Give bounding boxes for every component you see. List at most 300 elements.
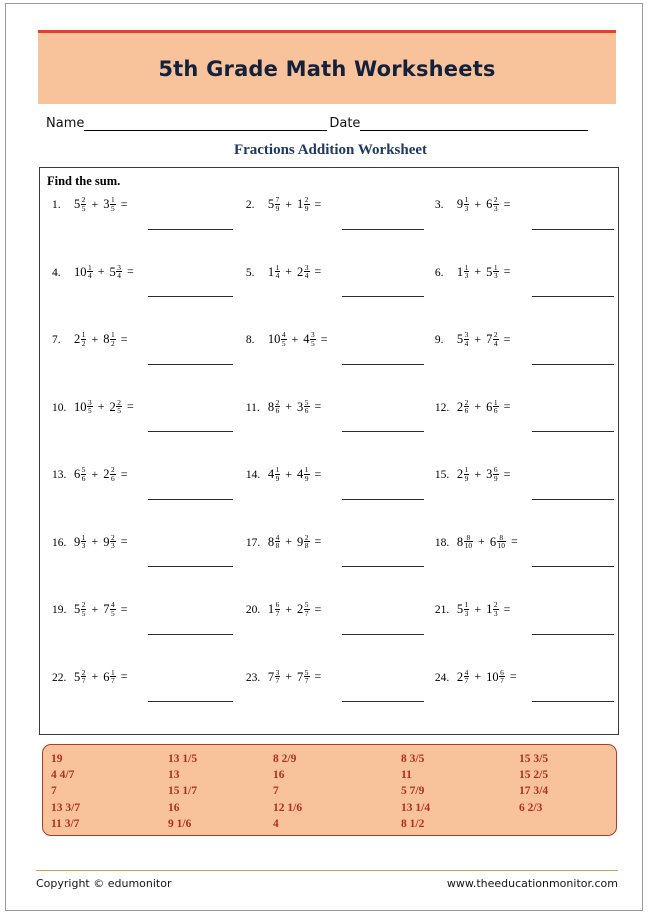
fraction-numerator: 2 — [304, 532, 309, 542]
fraction-denominator: 5 — [311, 338, 315, 348]
second-operand — [297, 196, 309, 213]
whole-part: 2 — [297, 264, 304, 279]
problem-expression — [74, 399, 134, 416]
answer-key-item: 12 1/6 — [273, 801, 303, 814]
fraction-part — [87, 264, 93, 281]
answer-key-item: 13 1/5 — [168, 753, 198, 765]
answer-blank[interactable] — [342, 229, 424, 230]
problem-expression — [457, 399, 510, 416]
whole-part: 8 — [267, 399, 275, 414]
fraction-denominator: 5 — [281, 338, 286, 348]
fraction-denominator: 3 — [493, 608, 498, 618]
second-operand — [297, 669, 309, 686]
first-operand — [268, 196, 280, 213]
whole-part: 10 — [74, 264, 87, 279]
problem-number: 19. — [52, 604, 67, 616]
fraction-numerator: 8 — [499, 532, 504, 542]
equals-sign: = — [509, 669, 517, 684]
fraction-denominator: 7 — [464, 676, 469, 686]
fraction-numerator: 1 — [110, 330, 115, 339]
answer-blank[interactable] — [148, 431, 233, 432]
whole-part: 3 — [297, 399, 304, 414]
fraction-numerator: 1 — [275, 262, 280, 272]
answer-key-item: 5 7/9 — [401, 785, 425, 798]
fraction-numerator: 6 — [500, 667, 504, 677]
second-operand — [103, 466, 115, 483]
equals-sign: = — [314, 196, 322, 211]
problem-expression — [457, 196, 510, 213]
fraction-part — [493, 601, 499, 618]
fraction-part — [81, 196, 87, 213]
problem-expression — [457, 669, 517, 686]
answer-key-item: 13 — [168, 769, 180, 782]
fraction-numerator: 2 — [464, 397, 469, 407]
problem-row — [40, 260, 618, 328]
first-operand — [457, 601, 469, 618]
problem-number: 14. — [245, 469, 261, 481]
answer-blank[interactable] — [148, 634, 233, 635]
fraction-numerator: 4 — [281, 330, 286, 339]
worksheet-subtitle: Fractions Addition Worksheet — [233, 142, 428, 158]
fraction-denominator: 6 — [275, 406, 280, 416]
fraction-denominator: 8 — [304, 541, 309, 551]
answer-blank[interactable] — [342, 431, 424, 432]
fraction-part — [275, 466, 281, 483]
whole-part: 6 — [103, 669, 110, 684]
whole-part: 9 — [74, 534, 81, 549]
first-operand — [268, 399, 280, 416]
problem-row — [40, 395, 618, 463]
fraction-part — [81, 534, 87, 551]
fraction-denominator: 4 — [88, 271, 92, 281]
fraction-denominator: 7 — [275, 676, 280, 686]
website-link[interactable]: www.theeducationmonitor.com — [446, 877, 618, 890]
whole-part: 5 — [74, 669, 81, 684]
fraction-numerator: 5 — [304, 667, 309, 677]
fraction-denominator: 7 — [304, 676, 309, 686]
problem-number: 5. — [245, 266, 255, 279]
answer-key-item: 4 4/7 — [51, 769, 75, 782]
problem-item — [40, 597, 242, 665]
plus-operator: + — [285, 264, 293, 279]
fraction-denominator: 9 — [304, 203, 309, 213]
plus-operator: + — [291, 331, 299, 346]
first-operand — [268, 264, 280, 281]
fraction-part — [275, 399, 281, 416]
answer-key-item: 13 1/4 — [401, 801, 431, 814]
answer-key-item: 19 — [51, 753, 63, 765]
answer-blank[interactable] — [532, 566, 614, 567]
whole-part: 4 — [267, 467, 275, 482]
fraction-denominator: 6 — [81, 473, 86, 483]
fraction-numerator: 2 — [117, 397, 121, 407]
fraction-part — [275, 534, 281, 551]
copyright-text: Copyright © edumonitor — [36, 877, 172, 890]
problem-item — [242, 192, 429, 260]
plus-operator: + — [91, 601, 99, 616]
problem-item — [242, 597, 429, 665]
second-operand — [103, 669, 115, 686]
fraction-denominator: 7 — [304, 608, 309, 618]
fraction-part — [464, 534, 473, 551]
problem-number: 13. — [52, 469, 67, 481]
problem-item — [40, 260, 242, 328]
fraction-part — [464, 196, 470, 213]
fraction-part — [464, 466, 470, 483]
equals-sign: = — [120, 601, 128, 616]
problem-row — [40, 665, 618, 733]
whole-part: 2 — [456, 467, 464, 482]
fraction-numerator: 2 — [275, 397, 280, 407]
first-operand — [74, 669, 86, 686]
fraction-numerator: 2 — [110, 465, 115, 474]
fraction-part — [304, 264, 310, 281]
fraction-numerator: 5 — [304, 397, 309, 407]
problem-number: 17. — [245, 536, 261, 549]
fraction-denominator: 5 — [110, 608, 115, 618]
plus-operator: + — [91, 331, 99, 346]
problem-item — [429, 192, 618, 260]
equals-sign: = — [120, 669, 128, 684]
answer-blank[interactable] — [532, 499, 614, 500]
fraction-denominator: 9 — [275, 203, 280, 213]
fraction-numerator: 3 — [88, 397, 92, 407]
problem-number: 6. — [434, 266, 444, 279]
whole-part: 1 — [297, 197, 304, 212]
problem-row — [40, 462, 618, 530]
answer-blank[interactable] — [532, 229, 614, 230]
problem-expression — [457, 534, 518, 551]
fraction-part — [275, 669, 281, 686]
fraction-numerator: 1 — [493, 262, 498, 272]
fraction-part — [275, 196, 281, 213]
answer-key-columns — [51, 751, 611, 832]
fraction-numerator: 3 — [464, 330, 469, 339]
answer-blank[interactable] — [148, 364, 233, 365]
fraction-denominator: 7 — [81, 676, 86, 686]
fraction-denominator: 7 — [500, 676, 504, 686]
answer-key-item: 17 3/4 — [519, 785, 549, 798]
first-operand — [268, 331, 287, 348]
fraction-denominator: 3 — [464, 271, 469, 281]
answer-blank[interactable] — [148, 499, 233, 500]
fraction-part — [497, 534, 506, 551]
fraction-numerator: 8 — [466, 532, 471, 542]
fraction-denominator: 9 — [493, 473, 498, 483]
answer-key-item: 6 2/3 — [519, 801, 543, 814]
fraction-numerator: 2 — [493, 330, 498, 339]
problem-number: 16. — [52, 536, 67, 549]
equals-sign: = — [503, 601, 511, 616]
whole-part: 8 — [103, 332, 110, 347]
problem-number: 24. — [434, 671, 450, 684]
whole-part: 4 — [297, 467, 304, 482]
plus-operator: + — [285, 669, 293, 684]
whole-part: 5 — [109, 264, 116, 279]
fraction-denominator: 7 — [110, 676, 115, 686]
second-operand — [297, 466, 309, 483]
whole-part: 2 — [74, 332, 81, 347]
fraction-denominator: 6 — [304, 406, 309, 416]
fraction-denominator: 3 — [81, 541, 86, 551]
answer-blank[interactable] — [342, 634, 424, 635]
equals-sign: = — [314, 669, 322, 684]
second-operand — [486, 196, 498, 213]
whole-part: 9 — [297, 534, 304, 549]
answer-blank[interactable] — [148, 229, 233, 230]
first-operand — [74, 466, 86, 483]
whole-part: 10 — [74, 399, 87, 414]
fraction-denominator: 7 — [275, 608, 280, 618]
answer-blank[interactable] — [148, 566, 233, 567]
whole-part: 5 — [74, 602, 81, 617]
problem-item — [429, 530, 618, 598]
fraction-part — [304, 399, 310, 416]
problem-number: 4. — [52, 266, 61, 279]
answer-blank[interactable] — [532, 431, 614, 432]
second-operand — [103, 196, 115, 213]
equals-sign: = — [503, 466, 511, 481]
date-input-line[interactable] — [360, 116, 588, 131]
answer-blank[interactable] — [532, 634, 614, 635]
whole-part: 2 — [456, 669, 464, 684]
fraction-numerator: 2 — [110, 532, 115, 542]
plus-operator: + — [285, 466, 293, 481]
plus-operator: + — [91, 669, 99, 684]
equals-sign: = — [126, 399, 134, 414]
fraction-numerator: 1 — [493, 397, 498, 407]
fraction-numerator: 3 — [117, 262, 121, 272]
equals-sign: = — [314, 399, 322, 414]
second-operand — [103, 601, 115, 618]
answer-blank[interactable] — [148, 296, 233, 297]
answer-key-item: 8 1/2 — [401, 817, 425, 830]
problem-number: 22. — [52, 671, 67, 684]
fraction-denominator: 5 — [81, 608, 86, 618]
first-operand — [457, 669, 469, 686]
date-label: Date — [329, 116, 361, 131]
fraction-part — [281, 331, 287, 348]
fraction-numerator: 2 — [81, 195, 86, 204]
first-operand — [74, 264, 93, 281]
second-operand — [109, 399, 121, 416]
fraction-part — [493, 196, 499, 213]
whole-part: 6 — [486, 399, 493, 414]
fraction-part — [499, 669, 505, 686]
whole-part: 5 — [74, 197, 81, 212]
whole-part: 10 — [267, 332, 281, 347]
problem-number: 21. — [434, 604, 450, 616]
fraction-numerator: 3 — [275, 667, 280, 677]
fraction-numerator: 1 — [464, 195, 469, 204]
second-operand — [103, 331, 115, 348]
fraction-part — [310, 331, 316, 348]
first-operand — [74, 399, 93, 416]
equals-sign: = — [503, 399, 511, 414]
equals-sign: = — [126, 264, 134, 279]
whole-part: 7 — [486, 332, 493, 347]
footer-divider — [36, 870, 618, 871]
plus-operator: + — [285, 534, 293, 549]
problem-row — [40, 597, 618, 665]
second-operand — [109, 264, 121, 281]
fraction-part — [493, 331, 499, 348]
fraction-part — [304, 669, 310, 686]
equals-sign: = — [120, 466, 128, 481]
fraction-denominator: 10 — [464, 541, 473, 551]
fraction-numerator: 2 — [493, 195, 498, 204]
fraction-part — [275, 601, 281, 618]
fraction-numerator: 1 — [81, 532, 86, 542]
fraction-numerator: 3 — [304, 262, 309, 272]
name-label: Name — [46, 116, 85, 131]
problem-expression — [457, 331, 510, 348]
answer-blank[interactable] — [532, 364, 614, 365]
problem-expression — [268, 264, 321, 281]
fraction-part — [493, 399, 499, 416]
answer-key-item: 9 1/6 — [168, 817, 192, 830]
first-operand — [74, 534, 86, 551]
fraction-numerator: 1 — [88, 262, 92, 272]
problem-item — [242, 462, 429, 530]
whole-part: 5 — [486, 264, 493, 279]
answer-blank[interactable] — [342, 499, 424, 500]
answer-blank[interactable] — [148, 701, 233, 702]
answer-key-item: 4 — [273, 817, 279, 830]
problem-number: 23. — [245, 671, 261, 684]
fraction-numerator: 1 — [464, 600, 469, 609]
second-operand — [490, 534, 506, 551]
fraction-numerator: 6 — [493, 465, 498, 474]
name-input-line[interactable] — [84, 116, 327, 131]
problem-expression — [268, 399, 321, 416]
fraction-numerator: 2 — [81, 667, 86, 677]
fraction-part — [275, 264, 281, 281]
fraction-numerator: 1 — [464, 262, 469, 272]
problem-item — [40, 665, 242, 733]
whole-part: 6 — [74, 467, 81, 482]
whole-part: 4 — [303, 332, 310, 347]
problem-row — [40, 530, 618, 598]
whole-part: 1 — [456, 264, 464, 279]
answer-blank[interactable] — [532, 296, 614, 297]
fraction-part — [464, 669, 470, 686]
whole-part: 1 — [486, 602, 493, 617]
plus-operator: + — [285, 399, 293, 414]
plus-operator: + — [91, 196, 99, 211]
equals-sign: = — [120, 196, 128, 211]
equals-sign: = — [120, 331, 128, 346]
whole-part: 8 — [267, 534, 275, 549]
fraction-part — [87, 399, 93, 416]
fraction-part — [304, 466, 310, 483]
problem-expression — [268, 534, 321, 551]
fraction-numerator: 2 — [493, 600, 498, 609]
problem-expression — [268, 466, 321, 483]
problem-expression — [268, 669, 321, 686]
instruction-text: Find the sum. — [47, 174, 121, 188]
first-operand — [457, 196, 469, 213]
fraction-denominator: 6 — [110, 473, 115, 483]
fraction-part — [464, 399, 470, 416]
whole-part: 2 — [456, 399, 464, 414]
whole-part: 5 — [456, 602, 464, 617]
answer-blank[interactable] — [342, 701, 424, 702]
fraction-denominator: 3 — [464, 203, 469, 213]
problem-number: 1. — [52, 199, 61, 211]
second-operand — [486, 399, 498, 416]
whole-part: 3 — [103, 197, 110, 212]
plus-operator: + — [474, 601, 482, 616]
fraction-denominator: 4 — [117, 271, 121, 281]
answer-key-column — [51, 751, 168, 832]
whole-part: 7 — [297, 669, 304, 684]
whole-part: 6 — [489, 534, 497, 549]
problem-item — [242, 530, 429, 598]
answer-blank[interactable] — [342, 296, 424, 297]
whole-part: 3 — [486, 467, 493, 482]
problem-expression — [457, 466, 510, 483]
problem-number: 12. — [434, 401, 450, 414]
answer-key-item: 13 3/7 — [51, 801, 81, 814]
equals-sign: = — [503, 331, 511, 346]
second-operand — [486, 669, 505, 686]
first-operand — [268, 669, 280, 686]
first-operand — [457, 466, 469, 483]
equals-sign: = — [510, 534, 518, 549]
plus-operator: + — [474, 669, 482, 684]
problem-expression — [74, 331, 127, 348]
answer-key-item: 11 — [401, 769, 412, 782]
problem-expression — [457, 264, 510, 281]
equals-sign: = — [320, 331, 328, 346]
fraction-denominator: 4 — [464, 338, 469, 348]
problem-item — [40, 395, 242, 463]
problem-expression — [74, 601, 127, 618]
second-operand — [486, 601, 498, 618]
problem-row — [40, 327, 618, 395]
problem-number: 15. — [434, 469, 450, 481]
answer-blank[interactable] — [342, 566, 424, 567]
problem-expression — [74, 466, 127, 483]
problem-item — [242, 260, 429, 328]
second-operand — [303, 331, 315, 348]
name-date-row — [46, 111, 588, 131]
plus-operator: + — [474, 196, 482, 211]
fraction-part — [116, 264, 122, 281]
problem-expression — [74, 196, 127, 213]
fraction-denominator: 3 — [493, 203, 498, 213]
fraction-part — [110, 196, 116, 213]
problem-number: 11. — [245, 401, 260, 414]
problems-panel — [39, 167, 619, 735]
first-operand — [268, 534, 280, 551]
fraction-part — [110, 669, 116, 686]
first-operand — [457, 399, 469, 416]
fraction-part — [464, 331, 470, 348]
answer-blank[interactable] — [532, 701, 614, 702]
answer-blank[interactable] — [342, 364, 424, 365]
first-operand — [457, 331, 469, 348]
plus-operator: + — [478, 534, 485, 549]
equals-sign: = — [314, 534, 322, 549]
fraction-numerator: 1 — [110, 667, 115, 677]
problem-number: 8. — [245, 334, 255, 346]
fraction-part — [116, 399, 122, 416]
footer — [36, 877, 618, 890]
second-operand — [486, 264, 498, 281]
whole-part: 9 — [456, 197, 464, 212]
